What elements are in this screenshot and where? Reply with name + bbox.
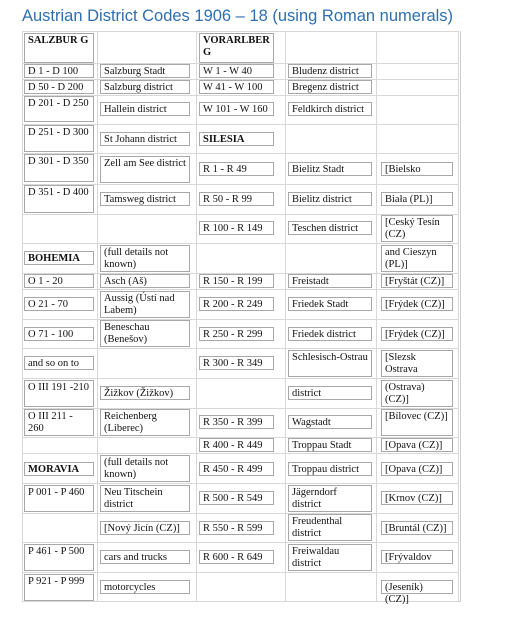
table-cell: [Ceský Tesín (CZ) [381, 215, 453, 242]
table-cell: [Bruntál (CZ)] [381, 521, 453, 535]
table-cell: [Opava (CZ)] [381, 462, 453, 476]
table-cell: R 200 - R 249 [199, 297, 274, 311]
table-cell: motorcycles [100, 580, 190, 594]
table-cell: R 550 - R 599 [199, 521, 274, 535]
table-cell: Neu Titschein district [100, 485, 190, 512]
table-cell: Bielitz district [288, 192, 372, 206]
table-cell: St Johann district [100, 132, 190, 146]
table-cell: R 350 - R 399 [199, 415, 274, 429]
grid-line [196, 31, 197, 601]
table-cell: VORARLBER G [199, 33, 274, 63]
table-cell: [Frýdek (CZ)] [381, 297, 453, 311]
table-cell: W 41 - W 100 [199, 80, 274, 94]
table-cell: D 201 - D 250 [24, 96, 94, 122]
table-cell: Žižkov (Žižkov) [100, 386, 190, 400]
grid-line [97, 31, 98, 601]
table-cell: Troppau district [288, 462, 372, 476]
table-cell: (Ostrava) (CZ)] [381, 380, 453, 407]
table-cell: O III 191 -210 [24, 380, 94, 407]
table-cell: W 101 - W 160 [199, 102, 274, 116]
table-cell: SILESIA [199, 132, 274, 146]
table-cell: (Jeseník) (CZ)] [381, 580, 453, 594]
grid-line [22, 513, 459, 514]
table-cell: and Cieszyn (PL)] [381, 245, 453, 272]
table-cell: [Nový Jicín (CZ)] [100, 521, 190, 535]
table-cell: R 500 - R 549 [199, 491, 274, 505]
table-cell: Freiwaldau district [288, 544, 372, 571]
table-cell: Teschen district [288, 221, 372, 235]
table-cell: [Frývaldov [381, 550, 453, 564]
grid-line [22, 319, 459, 320]
table-cell: district [288, 386, 372, 400]
table-cell: [Frýdek (CZ)] [381, 327, 453, 341]
table-cell: Wagstadt [288, 415, 372, 429]
grid-line [22, 572, 459, 573]
table-cell: Schlesisch-Ostrau [288, 350, 372, 377]
grid-line [22, 348, 459, 349]
table-cell: Freistadt [288, 274, 372, 288]
table-cell: SALZBUR G [24, 33, 94, 63]
table-cell: Bielitz Stadt [288, 162, 372, 176]
grid-line [22, 378, 459, 379]
table-cell: cars and trucks [100, 550, 190, 564]
table-cell: MORAVIA [24, 462, 94, 476]
table-cell: Salzburg district [100, 80, 190, 94]
table-cell: Salzburg Stadt [100, 64, 190, 78]
table-cell: R 450 - R 499 [199, 462, 274, 476]
table-cell: R 250 - R 299 [199, 327, 274, 341]
grid-line [22, 483, 459, 484]
table-cell: Friedek Stadt [288, 297, 372, 311]
table-cell: D 1 - D 100 [24, 64, 94, 78]
table-cell: W 1 - W 40 [199, 64, 274, 78]
table-cell: D 301 - D 350 [24, 154, 94, 182]
table-cell: D 50 - D 200 [24, 80, 94, 94]
table-cell: Aussig (Ústí nad Labem) [100, 291, 190, 318]
table-cell: Asch (Aš) [100, 274, 190, 288]
table-cell: O 1 - 20 [24, 274, 94, 288]
table-cell: Feldkirch district [288, 102, 372, 116]
table-cell: BOHEMIA [24, 251, 94, 265]
table-cell: R 300 - R 349 [199, 356, 274, 370]
table-cell: Zell am See district [100, 156, 190, 183]
table-cell: [Slezsk Ostrava [381, 350, 453, 377]
table-cell: R 1 - R 49 [199, 162, 274, 176]
table-cell: Freudenthal district [288, 514, 372, 541]
table-cell: Friedek district [288, 327, 372, 341]
table-cell: [Krnov (CZ)] [381, 491, 453, 505]
table-cell: R 600 - R 649 [199, 550, 274, 564]
table-cell: (full details not known) [100, 455, 190, 482]
table-cell: (full details not known) [100, 245, 190, 272]
table-cell: Biała (PL)] [381, 192, 453, 206]
table-cell: P 001 - P 460 [24, 485, 94, 512]
table-cell: R 400 - R 449 [199, 438, 274, 452]
grid-line [285, 31, 286, 601]
table-cell: Reichenberg (Liberec) [100, 409, 190, 436]
table-cell: R 100 - R 149 [199, 221, 274, 235]
table-cell: Bregenz district [288, 80, 372, 94]
table-cell: R 150 - R 199 [199, 274, 274, 288]
grid-line [22, 31, 23, 601]
grid-line [376, 31, 377, 601]
table-cell: [Opava (CZ)] [381, 438, 453, 452]
grid-line [22, 243, 459, 244]
table-cell: [Fryštát (CZ)] [381, 274, 453, 288]
grid-line [22, 453, 459, 454]
page-title: Austrian District Codes 1906 – 18 (using Roman numerals) [22, 7, 454, 25]
grid-line [22, 289, 459, 290]
table-cell: Tamsweg district [100, 192, 190, 206]
table-cell: Jägerndorf district [288, 485, 372, 512]
grid-line [22, 542, 459, 543]
table-cell: D 351 - D 400 [24, 185, 94, 213]
table-cell: O III 211 - 260 [24, 409, 94, 436]
table-cell: and so on to [24, 356, 94, 370]
table-cell: Hallein district [100, 102, 190, 116]
table-cell: R 50 - R 99 [199, 192, 274, 206]
table-cell: D 251 - D 300 [24, 125, 94, 152]
table-cell: P 921 - P 999 [24, 574, 94, 601]
table-cell: Bludenz district [288, 64, 372, 78]
table-cell: Troppau Stadt [288, 438, 372, 452]
grid-line [458, 31, 459, 601]
table-cell: P 461 - P 500 [24, 544, 94, 571]
table-cell: O 21 - 70 [24, 297, 94, 311]
table-cell: [Bílovec (CZ)] [381, 409, 453, 436]
table-cell: O 71 - 100 [24, 327, 94, 341]
table-cell: Beneschau (Benešov) [100, 320, 190, 347]
table-cell: [Bielsko [381, 162, 453, 176]
grid-line [22, 31, 459, 32]
